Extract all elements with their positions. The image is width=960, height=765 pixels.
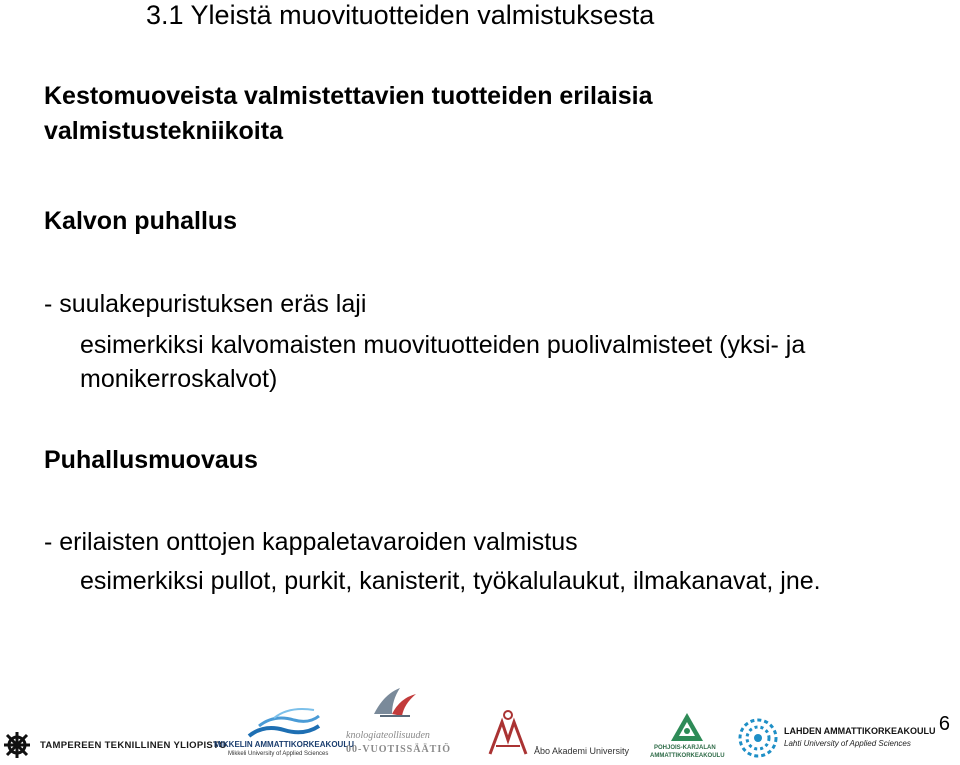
section2-example-line: esimerkiksi pullot, purkit, kanisterit, työkalulaukut, ilmakanavat, jne. <box>80 567 821 595</box>
lamk-subtitle: Lahti University of Applied Sciences <box>784 739 911 748</box>
section1-example-line-1: esimerkiksi kalvomaisten muovituotteiden puolivalmisteet (yksi- ja <box>80 331 806 359</box>
foundation-line-2: 00-VUOTISSÄÄTIÖ <box>346 744 452 755</box>
pkamk-triangle-icon <box>670 712 704 742</box>
pkamk-line-2: AMMATTIKORKEAKOULU <box>650 753 725 759</box>
abo-akademi-emblem-icon <box>486 710 530 756</box>
subtitle-line-2: valmistustekniikoita <box>44 117 283 145</box>
slide-subtitle <box>44 79 653 149</box>
pkamk-line-1: POHJOIS-KARJALAN <box>654 745 716 751</box>
page-number: 6 <box>938 713 950 735</box>
pkamk-logo <box>648 712 728 762</box>
section1-bullet: - suulakepuristuksen eräs laji <box>44 290 367 318</box>
partner-logo-strip <box>0 686 960 763</box>
tty-logo <box>2 730 227 760</box>
foundation-wing-icon <box>370 686 420 718</box>
subtitle-line-1: Kestomuoveista valmistettavien tuotteiden erilaisia <box>44 82 653 110</box>
tty-emblem-icon <box>2 730 32 760</box>
mamk-logo <box>214 704 354 762</box>
section-heading-puhallusmuovaus: Puhallusmuovaus <box>44 446 258 474</box>
mamk-name: MIKKELIN AMMATTIKORKEAKOULU <box>214 740 354 749</box>
lamk-name: LAHDEN AMMATTIKORKEAKOULU <box>784 726 936 736</box>
section2-bullet: - erilaisten onttojen kappaletavaroiden valmistus <box>44 528 578 556</box>
section1-example-line-2: monikerroskalvot) <box>80 365 278 393</box>
tty-name: TAMPEREEN TEKNILLINEN YLIOPISTO <box>40 740 227 751</box>
abo-akademi-name: Åbo Akademi University <box>534 746 630 756</box>
slide-title: 3.1 Yleistä muovituotteiden valmistuksesta <box>146 0 655 30</box>
lamk-logo <box>738 718 934 762</box>
lamk-spiral-icon <box>738 718 778 758</box>
foundation-line-1: knologiateollisuuden <box>346 730 430 741</box>
mamk-subtitle: Mikkeli University of Applied Sciences <box>228 751 329 757</box>
abo-akademi-logo <box>486 710 636 762</box>
foundation-logo <box>346 686 470 763</box>
mamk-wave-icon <box>244 704 324 738</box>
section-heading-kalvon-puhallus: Kalvon puhallus <box>44 207 238 235</box>
